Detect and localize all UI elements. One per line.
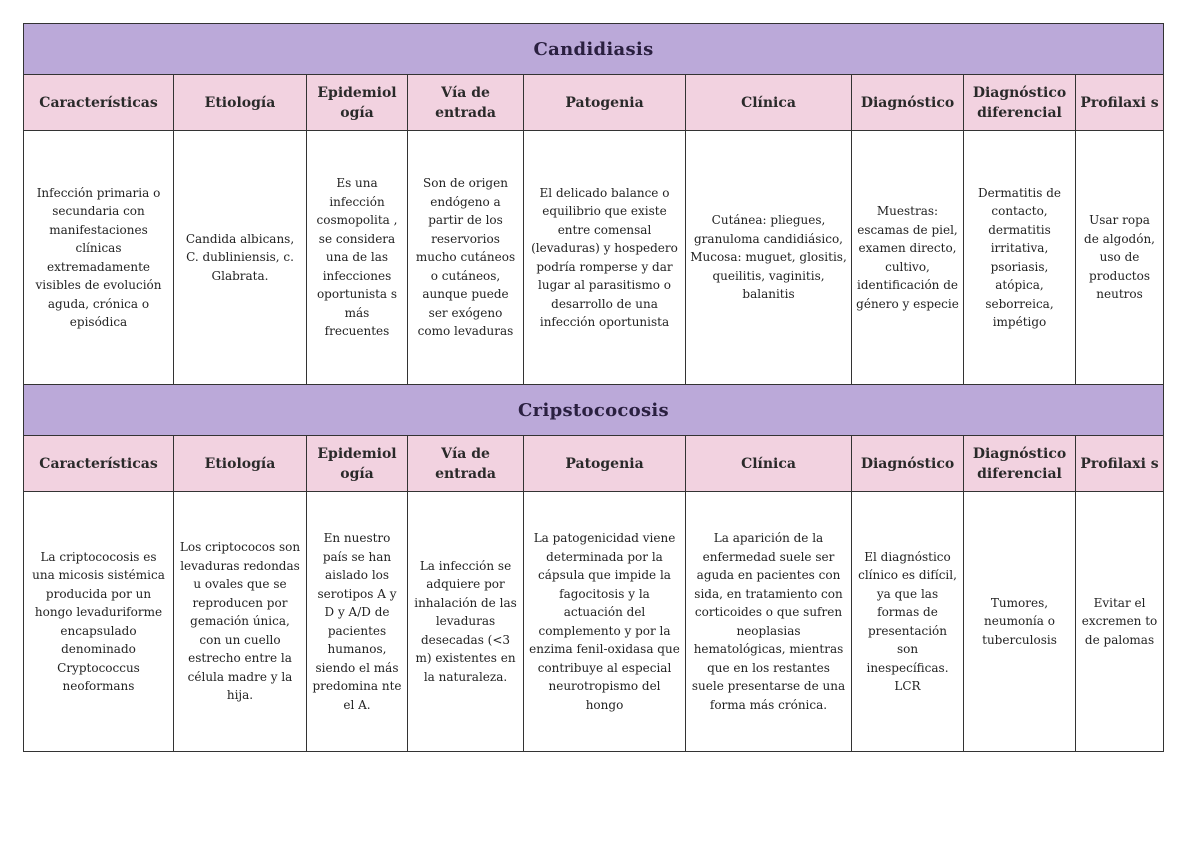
cell-clinica: La aparición de la enfermedad suele ser aguda en pacientes con sida, en tratamiento con corticoides o que sufren neoplasias hematológicas, mientras que en los restantes suele presentarse de una forma más crónica. — [686, 492, 852, 752]
cell-diagnostico-diferencial: Tumores, neumonía o tuberculosis — [964, 492, 1076, 752]
cell-diagnostico: El diagnóstico clínico es difícil, ya que las formas de presentación son inespecíficas. LCR — [852, 492, 964, 752]
content-row — [24, 131, 1164, 385]
cell-caracteristicas: Infección primaria o secundaria con manifestaciones clínicas extremadamente visibles de evolución aguda, crónica o episódica — [24, 131, 174, 385]
cell-via-de-entrada: La infección se adquiere por inhalación de las levaduras desecadas (<3 m) existentes en la naturaleza. — [408, 492, 524, 752]
header-etiologia: Etiología — [174, 436, 307, 492]
header-diagnostico: Diagnóstico — [852, 75, 964, 131]
header-profilaxis: Profilaxi s — [1076, 75, 1164, 131]
content-row — [24, 492, 1164, 752]
cell-clinica: Cutánea: pliegues, granuloma candidiásico, Mucosa: muguet, glositis, queilitis, vaginitis, balanitis — [686, 131, 852, 385]
cell-caracteristicas: La criptococosis es una micosis sistémica producida por un hongo levaduriforme encapsulado denominado Cryptococcus neoformans — [24, 492, 174, 752]
header-row — [24, 436, 1164, 492]
header-etiologia: Etiología — [174, 75, 307, 131]
header-epidemiologia: Epidemiol ogía — [307, 436, 408, 492]
cell-etiologia: Candida albicans, C. dubliniensis, c. Glabrata. — [174, 131, 307, 385]
cell-epidemiologia: En nuestro país se han aislado los serotipos A y D y A/D de pacientes humanos, siendo el más predomina nte el A. — [307, 492, 408, 752]
cell-diagnostico-diferencial: Dermatitis de contacto, dermatitis irritativa, psoriasis, atópica, seborreica, impétigo — [964, 131, 1076, 385]
header-patogenia: Patogenia — [524, 436, 686, 492]
header-clinica: Clínica — [686, 75, 852, 131]
cell-patogenia: El delicado balance o equilibrio que existe entre comensal (levaduras) y hospedero podría romperse y dar lugar al parasitismo o desarrollo de una infección oportunista — [524, 131, 686, 385]
header-clinica: Clínica — [686, 436, 852, 492]
cell-epidemiologia: Es una infección cosmopolita , se considera una de las infecciones oportunista s más frecuentes — [307, 131, 408, 385]
header-via-de-entrada: Vía de entrada — [408, 436, 524, 492]
header-epidemiologia: Epidemiol ogía — [307, 75, 408, 131]
header-caracteristicas: Características — [24, 75, 174, 131]
cell-via-de-entrada: Son de origen endógeno a partir de los reservorios mucho cutáneos o cutáneos, aunque puede ser exógeno como levaduras — [408, 131, 524, 385]
cell-diagnostico: Muestras: escamas de piel, examen directo, cultivo, identificación de género y especie — [852, 131, 964, 385]
header-diagnostico-diferencial: Diagnóstico diferencial — [964, 75, 1076, 131]
header-diagnostico: Diagnóstico — [852, 436, 964, 492]
section-title: Candidiasis — [24, 24, 1164, 75]
mycoses-table — [23, 23, 1164, 752]
section-title-row — [24, 385, 1164, 436]
section-title: Cripstococosis — [24, 385, 1164, 436]
cell-etiologia: Los criptococos son levaduras redondas u ovales que se reproducen por gemación única, con un cuello estrecho entre la célula madre y la hija. — [174, 492, 307, 752]
section-title-row — [24, 24, 1164, 75]
header-row — [24, 75, 1164, 131]
header-patogenia: Patogenia — [524, 75, 686, 131]
cell-profilaxis: Usar ropa de algodón, uso de productos neutros — [1076, 131, 1164, 385]
cell-profilaxis: Evitar el excremen to de palomas — [1076, 492, 1164, 752]
header-caracteristicas: Características — [24, 436, 174, 492]
header-diagnostico-diferencial: Diagnóstico diferencial — [964, 436, 1076, 492]
header-via-de-entrada: Vía de entrada — [408, 75, 524, 131]
header-profilaxis: Profilaxi s — [1076, 436, 1164, 492]
cell-patogenia: La patogenicidad viene determinada por la cápsula que impide la fagocitosis y la actuación del complemento y por la enzima fenil-oxidasa que contribuye al especial neurotropismo del hongo — [524, 492, 686, 752]
